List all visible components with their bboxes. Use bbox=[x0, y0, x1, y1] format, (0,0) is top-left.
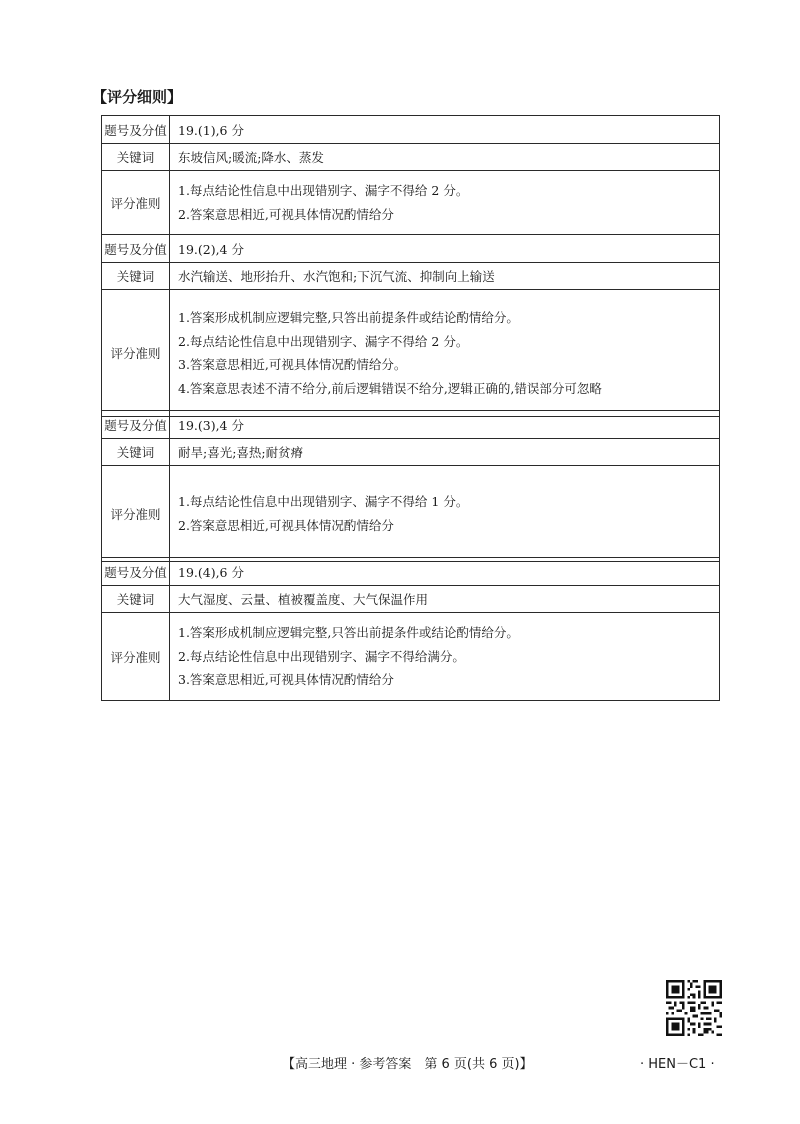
rubric-table-q19-3 bbox=[101, 410, 720, 562]
criteria-item: 1.答案形成机制应逻辑完整,只答出前提条件或结论酌情给分。 bbox=[178, 310, 519, 325]
table-row bbox=[102, 290, 720, 417]
question-label: 题号及分值 bbox=[102, 235, 170, 263]
rubric-table-q19-1 bbox=[101, 115, 720, 235]
criteria-item: 1.每点结论性信息中出现错别字、漏字不得给 2 分。 bbox=[178, 183, 469, 198]
criteria-label: 评分准则 bbox=[102, 290, 170, 417]
table-row bbox=[102, 116, 720, 144]
question-label: 题号及分值 bbox=[102, 411, 170, 439]
qr-code-icon bbox=[666, 980, 722, 1036]
criteria-item: 3.答案意思相近,可视具体情况酌情给分。 bbox=[178, 357, 407, 372]
question-value: 19.(3),4 分 bbox=[170, 411, 720, 439]
keywords-value: 东坡信风;暖流;降水、蒸发 bbox=[170, 144, 720, 171]
table-row bbox=[102, 613, 720, 701]
criteria-item: 4.答案意思表述不清不给分,前后逻辑错误不给分,逻辑正确的,错误部分可忽略 bbox=[178, 380, 602, 396]
keywords-label: 关键词 bbox=[102, 586, 170, 613]
table-row bbox=[102, 411, 720, 439]
table-row bbox=[102, 558, 720, 586]
criteria-item: 2.答案意思相近,可视具体情况酌情给分 bbox=[178, 517, 394, 533]
table-row bbox=[102, 263, 720, 290]
criteria-item: 2.每点结论性信息中出现错别字、漏字不得给满分。 bbox=[178, 648, 465, 664]
criteria-label: 评分准则 bbox=[102, 613, 170, 701]
table-row bbox=[102, 439, 720, 466]
criteria-item: 2.答案意思相近,可视具体情况酌情给分 bbox=[178, 206, 394, 222]
page-footer bbox=[0, 1053, 800, 1073]
footer-page-info: 【高三地理 · 参考答案 第 6 页(共 6 页)】 bbox=[282, 1057, 533, 1072]
keywords-value: 大气湿度、云量、植被覆盖度、大气保温作用 bbox=[170, 586, 720, 613]
question-value: 19.(4),6 分 bbox=[170, 558, 720, 586]
keywords-label: 关键词 bbox=[102, 439, 170, 466]
table-row bbox=[102, 586, 720, 613]
question-label: 题号及分值 bbox=[102, 116, 170, 144]
criteria-list bbox=[170, 171, 720, 235]
table-row bbox=[102, 171, 720, 235]
criteria-item: 2.每点结论性信息中出现错别字、漏字不得给 2 分。 bbox=[178, 333, 469, 349]
keywords-label: 关键词 bbox=[102, 263, 170, 290]
criteria-item: 3.答案意思相近,可视具体情况酌情给分 bbox=[178, 672, 394, 688]
question-value: 19.(1),6 分 bbox=[170, 116, 720, 144]
criteria-item: 1.答案形成机制应逻辑完整,只答出前提条件或结论酌情给分。 bbox=[178, 625, 519, 641]
criteria-label: 评分准则 bbox=[102, 171, 170, 235]
section-title: 【评分细则】 bbox=[92, 88, 183, 106]
question-label: 题号及分值 bbox=[102, 558, 170, 586]
criteria-list bbox=[170, 466, 720, 562]
rubric-table-q19-2 bbox=[101, 234, 720, 417]
table-row bbox=[102, 466, 720, 562]
criteria-list bbox=[170, 613, 720, 701]
keywords-label: 关键词 bbox=[102, 144, 170, 171]
criteria-item: 1.每点结论性信息中出现错别字、漏字不得给 1 分。 bbox=[178, 494, 469, 509]
footer-code: · HEN－C1 · bbox=[640, 1057, 715, 1072]
keywords-value: 耐旱;喜光;喜热;耐贫瘠 bbox=[170, 439, 720, 466]
keywords-value: 水汽输送、地形抬升、水汽饱和;下沉气流、抑制向上输送 bbox=[170, 263, 720, 290]
criteria-list bbox=[170, 290, 720, 417]
table-row bbox=[102, 235, 720, 263]
criteria-label: 评分准则 bbox=[102, 466, 170, 562]
question-value: 19.(2),4 分 bbox=[170, 235, 720, 263]
table-row bbox=[102, 144, 720, 171]
rubric-table-q19-4 bbox=[101, 557, 720, 701]
